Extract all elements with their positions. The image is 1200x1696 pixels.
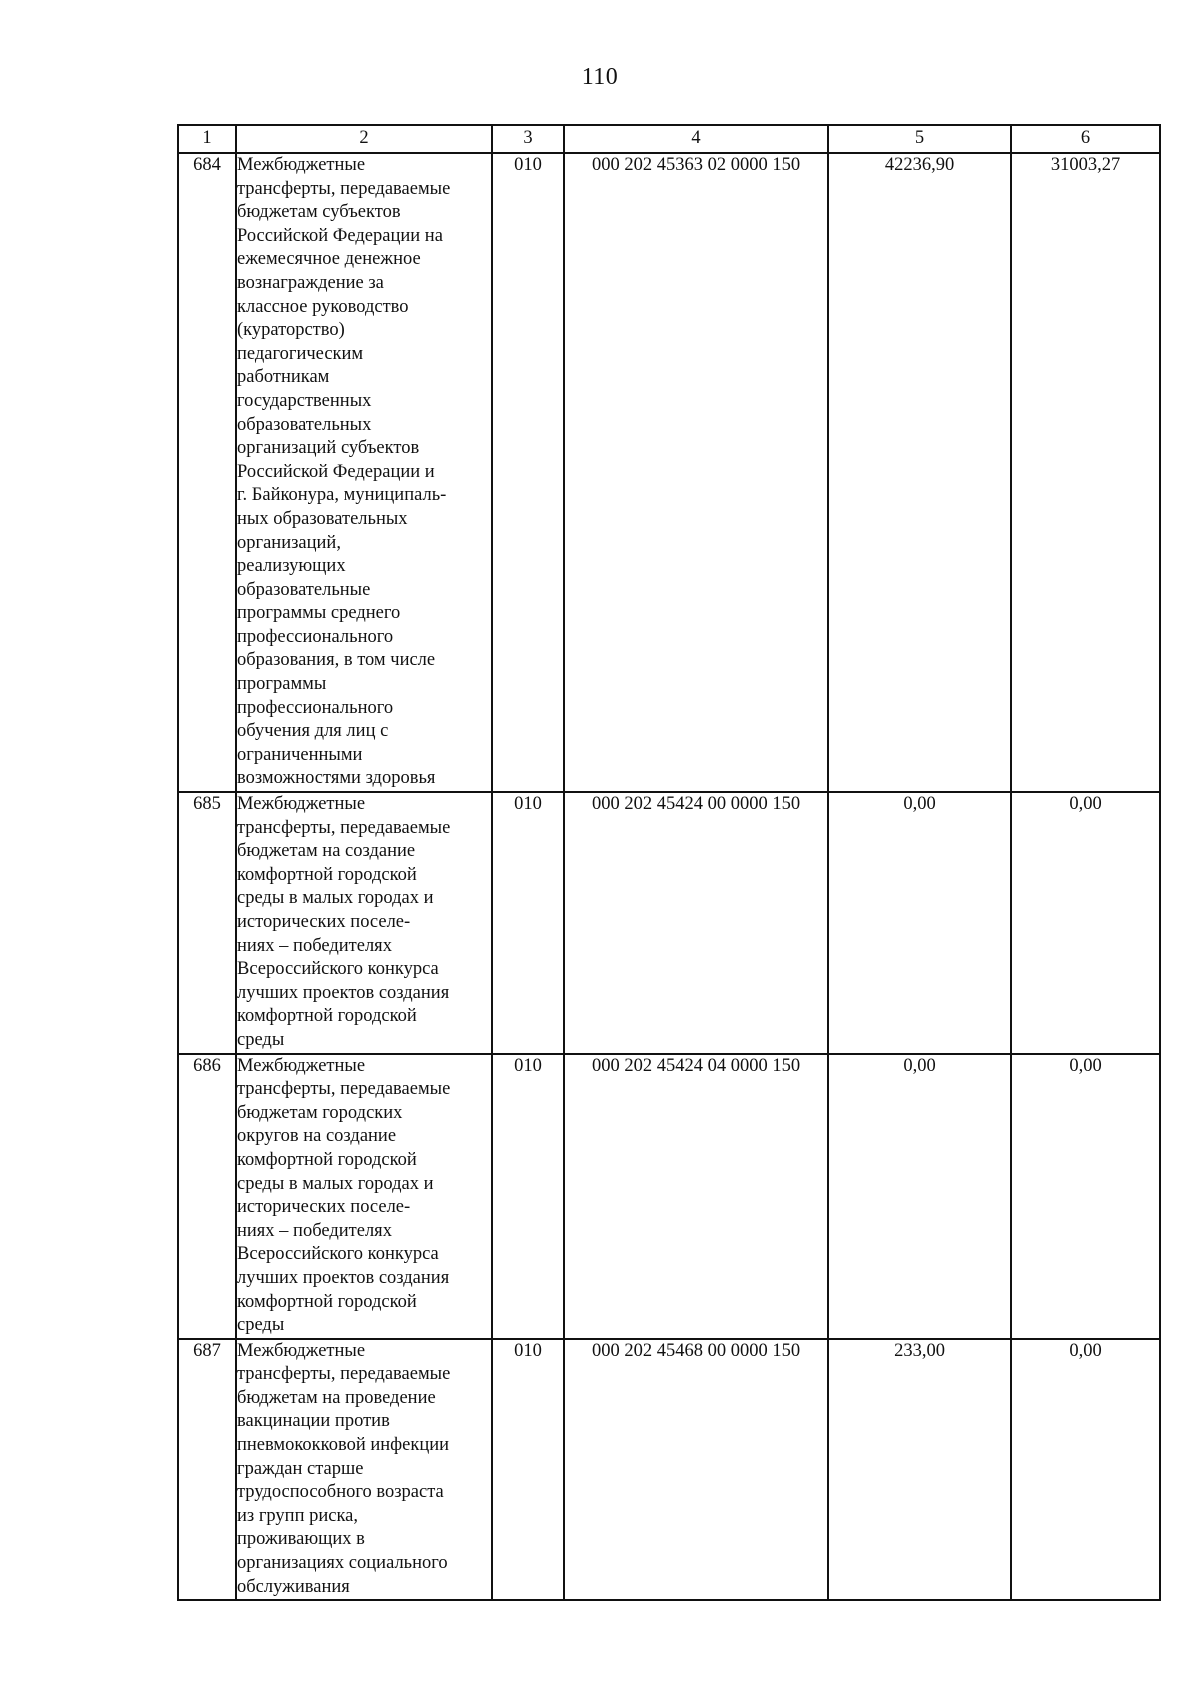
row-name-line: бюджетам на проведение [237,1387,436,1408]
row-value-5: 233,00 [828,1339,1011,1601]
row-name-line: среды [237,1029,285,1050]
row-number: 687 [178,1339,236,1601]
row-name-line: Межбюджетные [237,1055,366,1076]
row-name-line: лучших проектов создания [237,982,450,1003]
row-number: 686 [178,1054,236,1339]
row-name-line: комфортной городской [237,864,417,885]
row-name-line: исторических поселе- [237,912,411,932]
row-kbk-code: 000 202 45424 04 0000 150 [564,1054,828,1339]
row-name-line: пневмококковой инфекции [237,1435,450,1456]
row-value-5: 0,00 [828,1054,1011,1339]
row-name-line: обучения для лиц с [237,721,389,742]
table-row [178,153,1160,792]
row-name-line: комфортной городской [237,1291,417,1312]
row-name-line: Межбюджетные [237,794,366,815]
row-code: 010 [492,1054,564,1339]
row-name-line: бюджетам субъектов [237,202,401,223]
row-name-line: ниях – победителях [237,1220,392,1241]
row-name-line: округов на создание [237,1126,397,1147]
row-name-line: трансферты, передаваемые [237,1364,451,1385]
row-name-line: государственных [237,390,372,411]
row-code: 010 [492,792,564,1054]
row-value-6: 0,00 [1011,1339,1160,1601]
row-name-line: Всероссийского конкурса [237,1244,439,1265]
page-number: 110 [581,64,619,90]
row-name-line: Всероссийского конкурса [237,959,439,980]
column-header-2: 2 [236,125,492,153]
row-name-line: организаций, [237,532,341,553]
row-name-line: Межбюджетные [237,155,366,175]
row-name-line: обслуживания [237,1576,350,1597]
row-value-5: 42236,90 [828,153,1011,792]
row-kbk-code: 000 202 45424 00 0000 150 [564,792,828,1054]
row-name-line: граждан старше [237,1458,364,1479]
row-name-line: образовательных [237,414,372,435]
row-name-line: среды в малых городах и [237,888,434,909]
row-name [236,1054,492,1339]
row-name-line: г. Байконура, муниципаль- [237,485,447,506]
row-name-line: Российской Федерации и [237,461,435,482]
row-name-line: лучших проектов создания [237,1267,450,1288]
row-name-line: исторических поселе- [237,1197,411,1218]
row-value-6: 0,00 [1011,1054,1160,1339]
row-name-line: организаций субъектов [237,438,420,459]
row-name [236,1339,492,1601]
row-name-line: комфортной городской [237,1006,417,1027]
row-name-line: трансферты, передаваемые [237,178,451,199]
row-name-line: образовательные [237,579,371,600]
row-number: 684 [178,153,236,792]
row-name-line: ниях – победителях [237,935,392,956]
row-name [236,792,492,1054]
row-kbk-code: 000 202 45468 00 0000 150 [564,1339,828,1601]
header-row [178,125,1160,153]
row-name-line: бюджетам на создание [237,841,416,862]
row-name-line: образования, в том числе [237,650,436,671]
table-row [178,1054,1160,1339]
row-code: 010 [492,1339,564,1601]
column-header-5: 5 [828,125,1011,153]
column-header-6: 6 [1011,125,1160,153]
row-name-line: профессионального [237,697,394,718]
row-name-line: комфортной городской [237,1149,417,1170]
row-name-line: из групп риска, [237,1505,359,1526]
row-value-5: 0,00 [828,792,1011,1054]
row-name-line: трансферты, передаваемые [237,1079,451,1100]
column-header-4: 4 [564,125,828,153]
row-name [236,153,492,792]
row-code: 010 [492,153,564,792]
row-name-line: Межбюджетные [237,1340,366,1361]
table-row [178,792,1160,1054]
row-name-line: программы [237,674,327,695]
row-name-line: среды в малых городах и [237,1173,434,1194]
row-name-line: реализующих [237,556,346,577]
row-kbk-code: 000 202 45363 02 0000 150 [564,153,828,792]
row-name-line: трансферты, передаваемые [237,817,451,838]
row-name-line: Российской Федерации на [237,225,443,246]
row-number: 685 [178,792,236,1054]
row-name-line: ограниченными [237,744,363,765]
row-name-line: педагогическим [237,343,364,364]
table-body [178,153,1160,1600]
row-value-6: 31003,27 [1011,153,1160,792]
column-header-3: 3 [492,125,564,153]
row-name-line: вознаграждение за [237,272,384,293]
row-name-line: вакцинации против [237,1411,390,1432]
row-name-line: программы среднего [237,603,401,624]
row-name-line: проживающих в [237,1529,365,1550]
row-name-line: ежемесячное денежное [237,249,421,270]
row-name-line: ных образовательных [237,508,408,529]
row-name-line: организациях социального [237,1553,448,1574]
row-value-6: 0,00 [1011,792,1160,1054]
row-name-line: трудоспособного возраста [237,1482,444,1503]
column-header-1: 1 [178,125,236,153]
row-name-line: профессионального [237,626,394,647]
row-name-line: возможностями здоровья [237,768,436,789]
row-name-line: (кураторство) [237,320,345,341]
budget-table [177,124,1161,1601]
row-name-line: классное руководство [237,296,409,317]
row-name-line: бюджетам городских [237,1102,403,1123]
row-name-line: среды [237,1315,285,1336]
row-name-line: работникам [237,367,330,388]
table-row [178,1339,1160,1601]
